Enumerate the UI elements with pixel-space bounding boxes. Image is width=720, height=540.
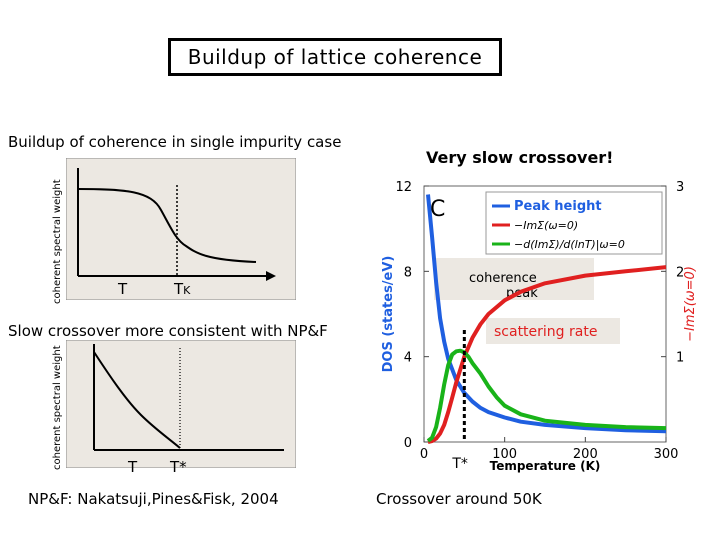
top-schematic-plot	[66, 158, 296, 300]
bottom-panel-ylabel: coherent spectral weight	[52, 345, 63, 470]
x-tick-label: 200	[572, 447, 598, 462]
annotation-coherence: coherence	[469, 271, 537, 286]
x-axis-label: Temperature (K)	[489, 459, 601, 473]
right-heading: Very slow crossover!	[426, 148, 614, 167]
slide-title: Buildup of lattice coherence	[168, 38, 502, 76]
bottom-label-t: T	[128, 458, 138, 476]
x-tick-label: 0	[419, 447, 429, 462]
bottom-panel-heading: Slow crossover more consistent with NP&F	[8, 322, 328, 340]
top-label-t: T	[118, 280, 128, 298]
y-right-tick-label: 3	[676, 180, 685, 195]
legend-entry: −d(ImΣ)/d(lnT)|ω=0	[514, 238, 625, 251]
y-right-axis-label: −ImΣ(ω=0)	[683, 266, 698, 342]
annotation-scattering-rate: scattering rate	[494, 324, 598, 340]
bottom-plot-background	[66, 340, 296, 468]
bottom-schematic-plot	[66, 340, 296, 468]
crossover-note: Crossover around 50K	[376, 490, 542, 508]
top-label-tk	[174, 280, 190, 298]
y-left-tick-label: 12	[395, 180, 412, 195]
y-left-tick-label: 4	[403, 350, 412, 366]
x-tick-label: 100	[492, 447, 518, 462]
tk-main: T	[174, 280, 184, 298]
bottom-label-tstar: T*	[170, 458, 187, 476]
top-plot-background	[66, 158, 296, 300]
y-right-tick-label: 2	[676, 265, 685, 281]
legend-entry: Peak height	[514, 199, 602, 214]
citation: NP&F: Nakatsuji,Pines&Fisk, 2004	[28, 490, 279, 508]
panel-letter: C	[430, 197, 446, 222]
legend-entry: −ImΣ(ω=0)	[514, 219, 579, 232]
y-left-tick-label: 0	[403, 436, 412, 451]
top-panel-ylabel: coherent spectral weight	[52, 179, 63, 304]
tstar-label: T*	[452, 456, 468, 472]
y-right-tick-label: 1	[676, 350, 685, 366]
top-panel-heading: Buildup of coherence in single impurity case	[8, 133, 342, 151]
annotation-peak: peak	[506, 286, 538, 301]
y-left-axis-label: DOS (states/eV)	[381, 255, 396, 373]
dos-chart	[374, 172, 704, 480]
y-left-tick-label: 8	[403, 265, 412, 281]
x-tick-label: 300	[653, 447, 679, 462]
tk-subscript: K	[183, 284, 191, 297]
